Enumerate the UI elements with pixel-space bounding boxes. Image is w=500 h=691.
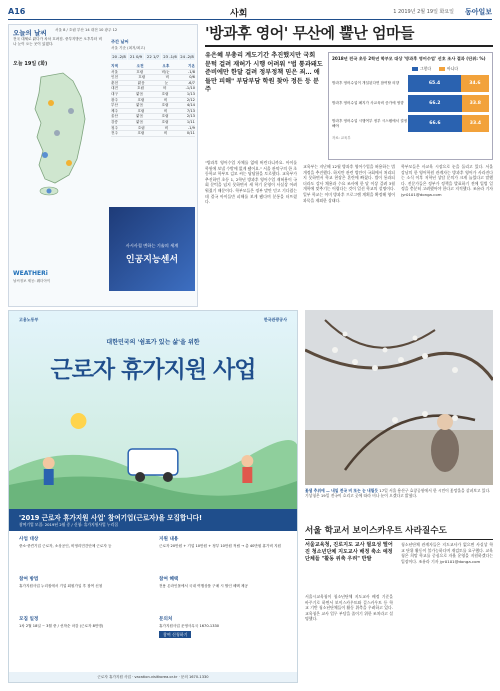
weather-strip: 서울 8 / 흐림 부산 14 대전 10 광주 12 — [55, 28, 118, 32]
weather-map-title: 오늘 19일 (화) — [13, 61, 48, 67]
photo-caption-body: 17일 서울 용산구 효창공원에서 한 시민이 꽃망울을 살펴보고 있다. 기상청은 19일 전국이 흐리고 곳에 따라 비나 눈이 오겠다고 밝혔다. — [305, 488, 491, 499]
issue-date: 1 2019년 2월 19일 화요일 — [393, 9, 454, 15]
rain-icon — [42, 152, 48, 158]
table-row: 울산 맑음 흐림 2/13 — [111, 114, 195, 119]
bar-yes: 66.6 — [408, 115, 462, 132]
bar-yes: 66.2 — [408, 95, 462, 112]
survey-chart — [328, 52, 493, 160]
scout-body-col2: 청소년단체 관계자들은 지도교사가 없으면 사실상 학교 단위 활동이 불가능하다며 재검토를 요구했다. 교육청은 희망 학교를 중심으로 자율 운영을 지원하겠다는 입장이다. 조유라 기자 jyr0101@donga.com — [401, 542, 493, 564]
chart-row-label: 방과후 영어수업 시행여부 정부 시스템에서 결정해야 — [332, 118, 408, 128]
table-row: 청주 흐림 비 -1/9 — [111, 125, 195, 130]
article-body-col2: 교육부는 지난해 12월 방과후 영어수업을 허용하는 법 개정을 추진했다. 하지만 관련 법안이 국회에서 처리되지 못하면서 학교 현장은 혼란에 빠졌다. 법이 통과되더라도 강사 채용과 수요 조사에 한 달 이상 걸려 3월 개학에 맞추기는 어렵다는 것이 일선 학교의 설명이다. 일부 학교는 이미 방과후 프로그램 계획을 확정해 영어 과목을 제외한 상태다. — [303, 164, 395, 203]
ad-band-subtitle: 참여기업 모집: 2019년 2월 중 / 신청: 휴가지원사업 누리집 — [19, 522, 118, 527]
forecast-day: 24 -2/8 — [180, 54, 194, 59]
newspaper-logo: 동아일보 — [464, 8, 492, 16]
rain-icon — [47, 189, 52, 194]
sensor-ad-title: 인공지능센서 — [125, 255, 179, 265]
ad-block: 지원 내용 근로자 20만원 + 기업 10만원 + 정부 10만원 적립 → 총 40만원 휴가비 지원 — [159, 537, 282, 548]
legend-swatch — [439, 67, 445, 71]
table-row: 서울 흐림 비/눈 -1/8 — [111, 69, 195, 74]
table-header: 지역 오전 오후 기온 — [111, 64, 195, 68]
article-body-col3: 학부모들은 사교육 시장으로 눈을 돌리고 있다. 서울 강남의 한 영어학원 관계자는 방과후 영어가 사라진다는 소식 이후 저학년 상담 문의가 크게 늘었다고 말했다. 전문가들은 정부가 정책을 발표하기 전에 입법 일정을 충분히 고려했어야 한다고 지적했다. 조유라 기자 jyr0101@donga.com — [401, 164, 493, 197]
page-header — [8, 6, 492, 20]
table-row: 춘천 맑음 눈 -6/7 — [111, 80, 195, 85]
ad-block: 사업 대상 중소·중견기업 근로자, 소상공인, 비영리민간단체 근로자 등 — [19, 537, 112, 548]
sensor-ad-line: 사시사철 변하는 기술의 세계 — [125, 243, 179, 248]
chart-legend — [412, 66, 489, 72]
ad-block: 모집 일정 1차 2월 18일 ~ 3월 중 / 선착순 마감 (근로자 8만명) — [19, 617, 104, 628]
scout-headline: 서울 학교서 보이스카우트 사라질수도 — [305, 524, 493, 540]
table-row: 광주 흐림 비 2/12 — [111, 97, 195, 102]
table-row: 대전 흐림 비 -1/10 — [111, 86, 195, 91]
ad-band — [9, 509, 297, 531]
ad-hero — [9, 311, 297, 509]
article-headline: '방과후 영어' 무산에 뿔난 엄마들 — [205, 24, 414, 42]
cloud-icon — [68, 108, 74, 114]
weekly-subtitle: 서울 기준 (최저/최고) — [111, 46, 146, 50]
chart-row — [332, 115, 489, 132]
ad-tagline: 대한민국의 '쉼표가 있는 삶'을 위한 — [106, 339, 200, 346]
blossom-photo — [305, 310, 493, 485]
scout-article — [305, 524, 493, 683]
ad-block: 참여 혜택 전용 온라인몰에서 국내 여행상품 구매 시 할인 혜택 제공 — [159, 577, 248, 588]
weather-panel — [8, 24, 198, 307]
forecast-day: 23 -1/6 — [163, 54, 177, 59]
chart-row — [332, 95, 489, 112]
weekly-title: 주간 날씨 — [111, 39, 129, 44]
ad-block: 참여 방법 휴가지원사업 누리집에서 기업 회원가입 후 참여 신청 — [19, 577, 103, 588]
apply-button[interactable]: 참여 신청하기 — [159, 631, 191, 638]
article-deck: 유은혜 부총리 계도기간 추진했지만 국회 문턱 걸려 재허가 시행 어려워 "법 통과돼도 준비에만 한달 걸려 정부정책 믿은 죄… 애들만 피해" 부담부담 학원 찾아 정든 등 분주 — [205, 52, 323, 94]
ad-footer: 근로자 휴가지원 사업 · vacation.visitkorea.or.kr · 문의 1670-1330 — [9, 672, 297, 682]
ad-title: 근로자 휴가지원 사업 — [50, 357, 256, 383]
ad-band-title: '2019 근로자 휴가지원 사업' 참여기업(근로자)을 모집합니다! — [19, 514, 203, 522]
bar-no: 33.8 — [462, 95, 489, 112]
city-weather-table — [111, 64, 195, 137]
ad-org-right: 한국관광공사 — [263, 317, 287, 322]
weather-description: 전국 대체로 맑다가 차차 흐려짐. 중부지방은 오후부터 비나 눈이 오는 곳이 있겠다. — [13, 37, 102, 47]
bar-no: 33.4 — [462, 115, 489, 132]
weather-title: 오늘의 날씨 — [13, 29, 47, 37]
headline-rule — [205, 45, 493, 47]
article-body-col1: "방과후 영어수업 자체를 없애 버린다니까요. 아이를 학원에 보낼 수밖에 없게 됐어요." 서울 관악구의 한 초등학교 학부모 김모 씨는 답답함을 토로했다. 교육부가 추진하던 초등 1, 2학년 방과후 영어수업 재허용이 국회 문턱을 넘지 못하면서 새 학기 운영이 사실상 어려워졌기 때문이다. 학부모들은 정부 말만 믿고 기다렸는데 결국 아이들만 피해를 보게 됐다며 분통을 터뜨렸다. — [205, 160, 297, 205]
forecast-day: 22 1/7 — [146, 54, 160, 59]
forecast-day: 20 -2/8 — [112, 54, 126, 59]
table-row: 부산 맑음 흐림 4/14 — [111, 103, 195, 108]
forecast-day: 21 0/9 — [129, 54, 143, 59]
ad-block: 문의처 휴가지원사업 운영사무국 1670-1330 참여 신청하기 — [159, 617, 220, 637]
table-row: 대구 맑음 흐림 1/13 — [111, 91, 195, 96]
chart-source: 자료: 교육부 — [332, 136, 351, 140]
scout-deck: 서울교육청, 진로지도 교사 필요성 떨어진 청소년단체 지도교사 배정 축소 예정 단체들 "활동 위축 우려" 반발 — [305, 542, 393, 563]
sun-icon — [66, 160, 72, 166]
legend-swatch — [412, 67, 418, 71]
page-number: A16 — [8, 7, 26, 16]
chart-title: 2018년 전국 초등 2학년 학부모 대상 '방과후 영어수업' 선호 조사 결과 (단위: %) — [332, 56, 486, 61]
chart-row-label: 방과후 영어수업이 개설된다면 참여할 의향 — [332, 81, 400, 86]
bar-no: 34.6 — [461, 75, 489, 92]
ad-illustration — [9, 401, 297, 509]
table-row: 인천 흐림 비 0/6 — [111, 75, 195, 80]
main-article — [205, 24, 493, 307]
table-row: 제주 흐림 비 7/13 — [111, 108, 195, 113]
photo-caption — [305, 488, 493, 499]
legend-item-no: 아니다 — [439, 66, 458, 72]
chart-row-label: 방과후 영어수업 폐지가 사교육비 증가에 영향 — [332, 101, 404, 106]
chart-rows — [332, 75, 489, 132]
cloud-icon — [54, 130, 60, 136]
sensor-ad — [109, 207, 195, 291]
weather-brand-sub: 날씨정보 제공: 웨더아이 — [13, 279, 51, 283]
chart-row — [332, 75, 489, 92]
weekly-forecast — [111, 39, 195, 137]
forecast-row — [111, 53, 195, 60]
photo-caption-title: 꽃샘 추위에 — 내일 전국 비 또는 눈 내릴듯 — [305, 488, 379, 493]
table-row: 전주 흐림 비 0/11 — [111, 131, 195, 136]
legend-item-yes: 그렇다 — [412, 66, 431, 72]
weather-brand-logo: WEATHERi — [13, 270, 48, 277]
sun-icon — [48, 100, 54, 106]
korea-weather-map — [11, 67, 107, 197]
vacation-support-ad — [8, 310, 298, 683]
table-row: 강릉 맑음 흐림 1/11 — [111, 119, 195, 124]
scout-body-col1: 서울시교육청이 청소년단체 지도교사 배정 기준을 바꾸기로 하면서 보이스카우트와 걸스카우트 등 학교 기반 청소년단체들이 활동 위축을 우려하고 있다. 교육청은 교사 업무 부담을 줄이기 위한 조치라고 설명했다. — [305, 594, 393, 622]
bar-yes: 65.4 — [408, 75, 461, 92]
ad-org-left: 고용노동부 — [19, 317, 39, 322]
section-title: 사회 — [230, 9, 248, 19]
